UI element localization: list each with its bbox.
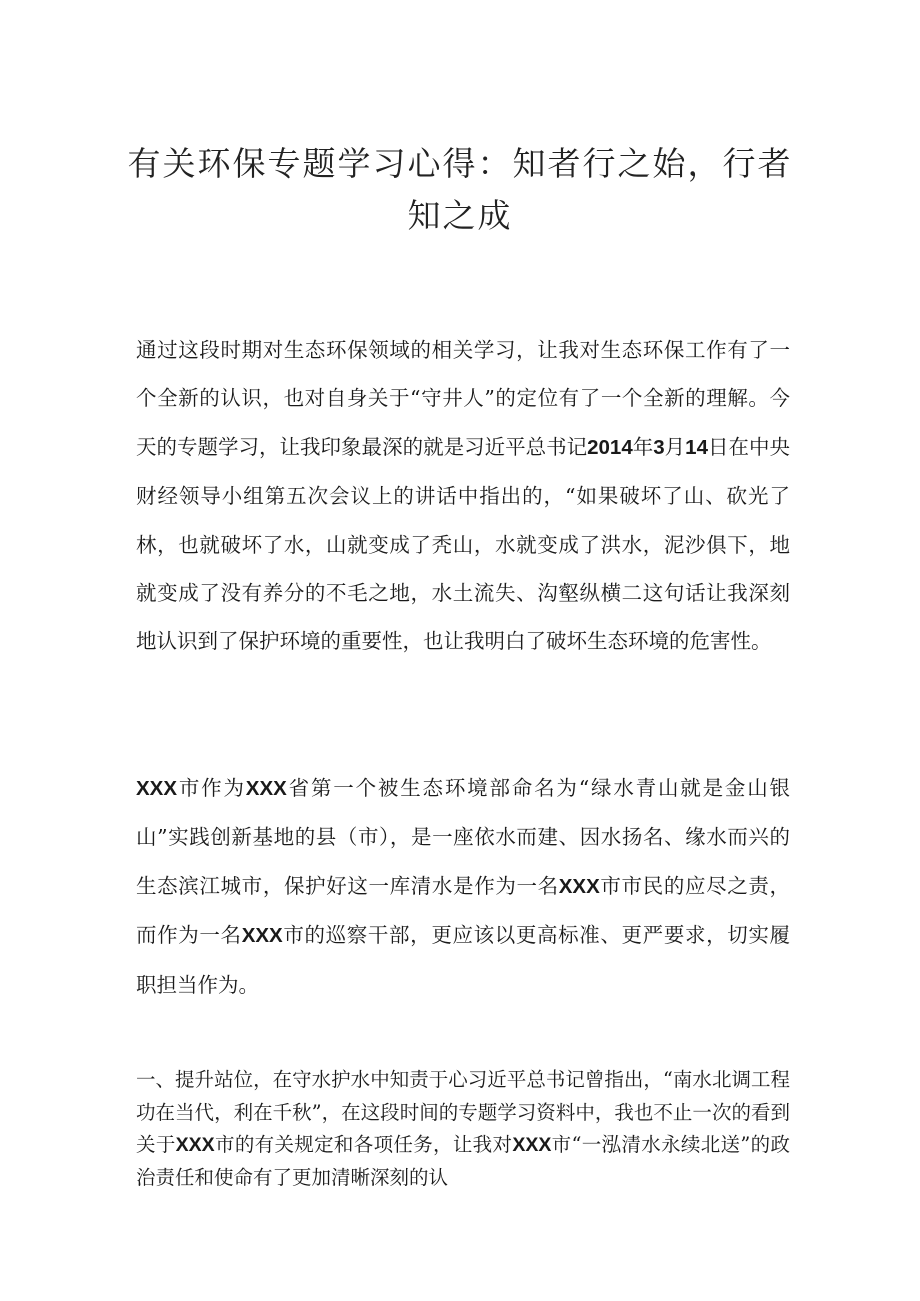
paragraph-1 — [136, 326, 790, 666]
bold-number-run: XXX — [175, 1134, 215, 1156]
text-run: 市的巡察干部，更应该以更高标准、更严要求，切实履职担当作为。 — [136, 923, 791, 997]
text-run: 月 — [664, 434, 686, 459]
text-run: 市作为 — [177, 776, 246, 800]
document-title: 有关环保专题学习心得：知者行之始，行者知之成 — [127, 144, 793, 235]
bold-number-run: XXX — [245, 777, 287, 800]
text-run: 年 — [632, 434, 654, 459]
bold-number-run: 14 — [685, 435, 708, 459]
text-run: 日在中央财经领导小组第五次会议上的讲话中指出的，“如果破坏了山、砍光了林，也就破坏了水，山就变成了秃山，水就变成了洪水，泥沙俱下，地就变成了没有养分的不毛之地，水土流失、沟壑纵横二这句话让我深刻地认识到了保护环境的重要性，也让我明白了破坏生态环境的危害性。 — [136, 434, 791, 654]
bold-number-run: XXX — [558, 874, 600, 898]
paragraph-2 — [136, 764, 790, 1009]
text-run: 市市民的应尽之责，而作为一名 — [136, 873, 791, 948]
bold-number-run: 3 — [653, 435, 665, 459]
text-run: 市“一泓清水永续北送”的政治责任和使命有了更加清晰深刻的认 — [136, 1133, 790, 1189]
bold-number-run: 2014 — [587, 435, 633, 459]
text-run: 一、提升站位，在守水护水中知责于心习近平总书记曾指出，“南水北调工程功在当代，利在千秋”，在这段时间的专题学习资料中，我也不止一次的看到关于 — [136, 1068, 790, 1156]
text-run: 省第一个被生态环境部命名为“绿水青山就是金山银山”实践创新基地的县（市），是一座依水而建、因水扬名、缘水而兴的生态滨江城市，保护好这一库清水是作为一名 — [136, 776, 791, 898]
bold-number-run: XXX — [512, 1134, 552, 1156]
text-run: 通过这段时期对生态环保领域的相关学习，让我对生态环保工作有了一个全新的认识，也对自身关于“守井人”的定位有了一个全新的理解。今天的专题学习，让我印象最深的就是习近平总书记 — [136, 338, 790, 459]
bold-number-run: XXX — [136, 777, 178, 800]
paragraph-3 — [136, 1064, 790, 1194]
bold-number-run: XXX — [241, 924, 283, 948]
text-run: 市的有关规定和各项任务，让我对 — [214, 1133, 513, 1156]
